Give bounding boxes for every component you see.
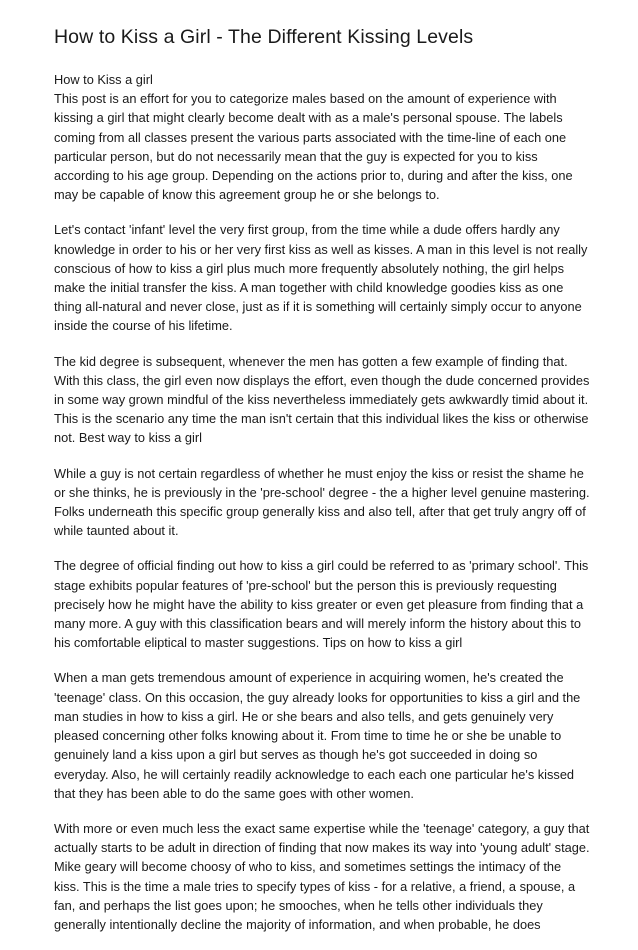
paragraph-teenage-level: When a man gets tremendous amount of experience in acquiring women, he's created the 'teenage' class. On this occasion, the guy already looks for opportunities to kiss a girl and the man studies in how to kiss a girl. He or she bears and also tells, and gets genuinely very pleased concerning other folks knowing about it. From time to time he or she be unable to genuinely land a kiss upon a girl but serves as though he's got succeeded in doing so everyday. Also, he will certainly readily acknowledge to each each one particular he's kissed that they has been able to do the same goes with other women. — [54, 670, 581, 801]
paragraph-preschool-level: While a guy is not certain regardless of whether he must enjoy the kiss or resist the shame he or she thinks, he is previously in the 'pre-school' degree - the a higher level genuine mastering. Folks underneath this specific group generally kiss and also tell, after that get truly angry off of while taunted about it. — [54, 465, 590, 539]
paragraph-infant-level: Let's contact 'infant' level the very first group, from the time while a dude offers hardly any knowledge in order to his or her very first kiss as well as kisses. A man in this level is not really conscious of how to kiss a girl plus much more frequently absolutely nothing, the girl helps make the initial transfer the kiss. A man together with child knowledge goodies kiss as one thing all-natural and never close, just as if it is something will certainly simply occur to anyone inside the course of his lifetime. — [54, 222, 588, 334]
paragraph-kid-level: The kid degree is subsequent, whenever the men has gotten a few example of finding that. With this class, the girl even now displays the effort, even though the dude concerned provides in some way grown mindful of the kiss nevertheless immediately gets awkwardly timid about it. This is the scenario any time the man isn't certain that this individual likes the kiss or otherwise not. Best way to kiss a girl — [54, 353, 590, 446]
paragraph-young-adult-level: With more or even much less the exact same expertise while the 'teenage' category, a guy that actually starts to be adult in direction of finding that now makes its way into 'young adult' stage. Mike geary will become choosy of who to kiss, and sometimes settings the intimacy of the kiss. This is the time a male tries to specify types of kiss - for a relative, a friend, a spouse, a fan, and perhaps the list goes upon; he smooches, when he tells other individuals they generally intentionally decline the majority of information, and when probable, he does — [54, 820, 590, 932]
paragraph-primary-school-level: The degree of official finding out how to kiss a girl could be referred to as 'primary school'. This stage exhibits popular features of 'pre-school' but the person this is previously requesting precisely how he might have the ability to kiss greater or even get pleasure from finding that a many more. A guy with this classification bears and will merely inform the history about this to his comfortable eliptical to master suggestions. Tips on how to kiss a girl — [54, 558, 589, 651]
article-subtitle: How to Kiss a girl — [54, 72, 153, 87]
document-page — [54, 24, 590, 950]
page-title: How to Kiss a Girl - The Different Kissing Levels — [54, 26, 474, 48]
paragraph-intro: This post is an effort for you to categorize males based on the amount of experience with kissing a girl that might clearly become dealt with as a male's personal spouse. The labels coming from all classes present the various parts associated with the time-line of each one particular person, but do not necessarily mean that the guy is expected for you to kiss according to his age group. Depending on the actions prior to, during and after the kiss, one may be capable of know this agreement group he or she belongs to. — [54, 91, 573, 203]
